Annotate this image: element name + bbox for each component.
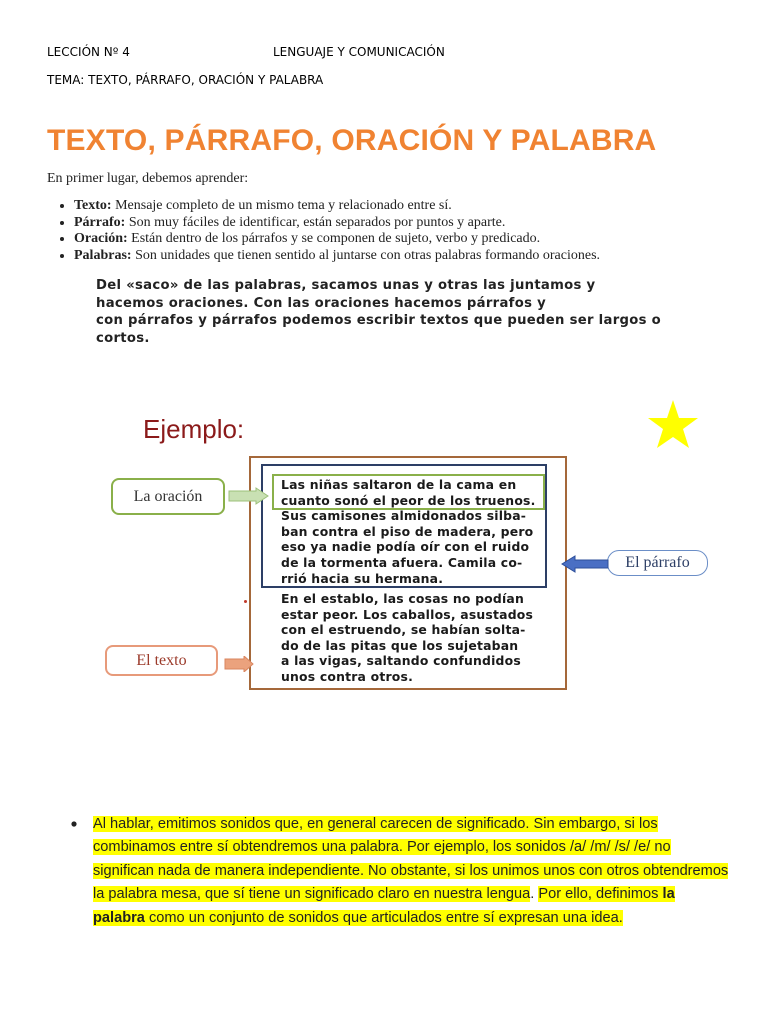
label-oracion — [111, 478, 225, 515]
label-texto-text: El texto — [136, 651, 187, 669]
list-item — [74, 231, 734, 248]
example-line: con el estruendo, se habían solta- — [281, 622, 526, 638]
example-line: unos contra otros. — [281, 668, 413, 684]
saco-line: hacemos oraciones. Con las oraciones hacemos párrafos y — [96, 295, 547, 311]
bullet-icon — [70, 820, 78, 828]
lesson-number: LECCIÓN Nº 4 — [47, 45, 130, 59]
highlighted-text: como un conjunto de sonidos que articulados entre sí expresan una idea. — [144, 909, 623, 926]
definition-desc: Están dentro de los párrafos y se componen de sujeto, verbo y predicado. — [127, 231, 541, 246]
star-icon — [646, 398, 700, 452]
definition-term: Párrafo: — [74, 214, 126, 230]
arrow-right-icon — [224, 656, 254, 672]
saco-line: cortos. — [96, 330, 150, 346]
definitions-list — [60, 198, 734, 264]
example-heading: Ejemplo: — [143, 414, 245, 444]
palabra-definition-paragraph — [93, 813, 729, 930]
example-line: Sus camisones almidonados silba- — [281, 508, 527, 524]
page-title: TEXTO, PÁRRAFO, ORACIÓN Y PALABRA — [47, 124, 657, 157]
example-line: do de las pitas que los sujetaban — [281, 637, 519, 653]
saco-paragraph — [96, 277, 706, 347]
definition-desc: Son unidades que tienen sentido al juntarse con otras palabras formando oraciones. — [131, 247, 601, 263]
example-line: rrió hacia su hermana. — [281, 570, 444, 586]
dot-mark — [244, 600, 247, 603]
bold-term: la palabra — [93, 886, 675, 926]
definition-term: Palabras: — [74, 247, 132, 263]
example-paragraph-1 — [281, 477, 543, 586]
definition-desc: Mensaje completo de un mismo tema y relacionado entre sí. — [111, 198, 452, 213]
intro-text: En primer lugar, debemos aprender: — [47, 171, 249, 186]
example-line: eso ya nadie podía oír con el ruido — [281, 539, 530, 555]
highlighted-text: Por ello, definimos — [538, 886, 663, 903]
label-parrafo — [607, 550, 708, 576]
example-line: cuanto sonó el peor de los truenos. — [281, 492, 536, 508]
example-line: estar peor. Los caballos, asustados — [281, 606, 534, 622]
definition-desc: Son muy fáciles de identificar, están separados por puntos y aparte. — [125, 214, 506, 230]
example-line: Las niñas saltaron de la cama en — [281, 477, 517, 492]
subject-label: LENGUAJE Y COMUNICACIÓN — [273, 45, 445, 59]
example-line: a las vigas, saltando confundidos — [281, 653, 521, 669]
topic-label: TEMA: TEXTO, PÁRRAFO, ORACIÓN Y PALABRA — [47, 73, 324, 87]
definition-term: Texto: — [74, 198, 112, 213]
list-item — [74, 215, 734, 232]
arrow-right-icon — [228, 487, 270, 505]
highlighted-text: Al hablar, emitimos sonidos que, en general carecen de significado. Sin embargo, si los combinamos entre sí obtendremos una palabra. Por ejemplo, los sonidos /a/ /m/ /s/ /e/ no significan nada de manera independiente. No obstante, si los unimos unos con otros obtendremos la palabra mesa, que sí tiene un significado claro en nuestra lengua — [93, 816, 729, 903]
list-item — [74, 248, 734, 265]
plain-text: . — [530, 886, 539, 903]
label-parrafo-text: El párrafo — [625, 554, 690, 571]
definition-term: Oración: — [74, 231, 128, 246]
example-paragraph-2 — [281, 591, 543, 685]
saco-line: Del «saco» de las palabras, sacamos unas y otras las juntamos y — [96, 278, 596, 293]
example-line: ban contra el piso de madera, pero — [281, 523, 534, 539]
example-line: En el establo, las cosas no podían — [281, 591, 524, 606]
list-item — [74, 198, 734, 215]
arrow-left-icon — [561, 555, 609, 573]
example-line: de la tormenta afuera. Camila co- — [281, 554, 523, 570]
label-texto — [105, 645, 218, 676]
label-oracion-text: La oración — [133, 487, 203, 505]
saco-line: con párrafos y párrafos podemos escribir textos que pueden ser largos o — [96, 313, 661, 328]
